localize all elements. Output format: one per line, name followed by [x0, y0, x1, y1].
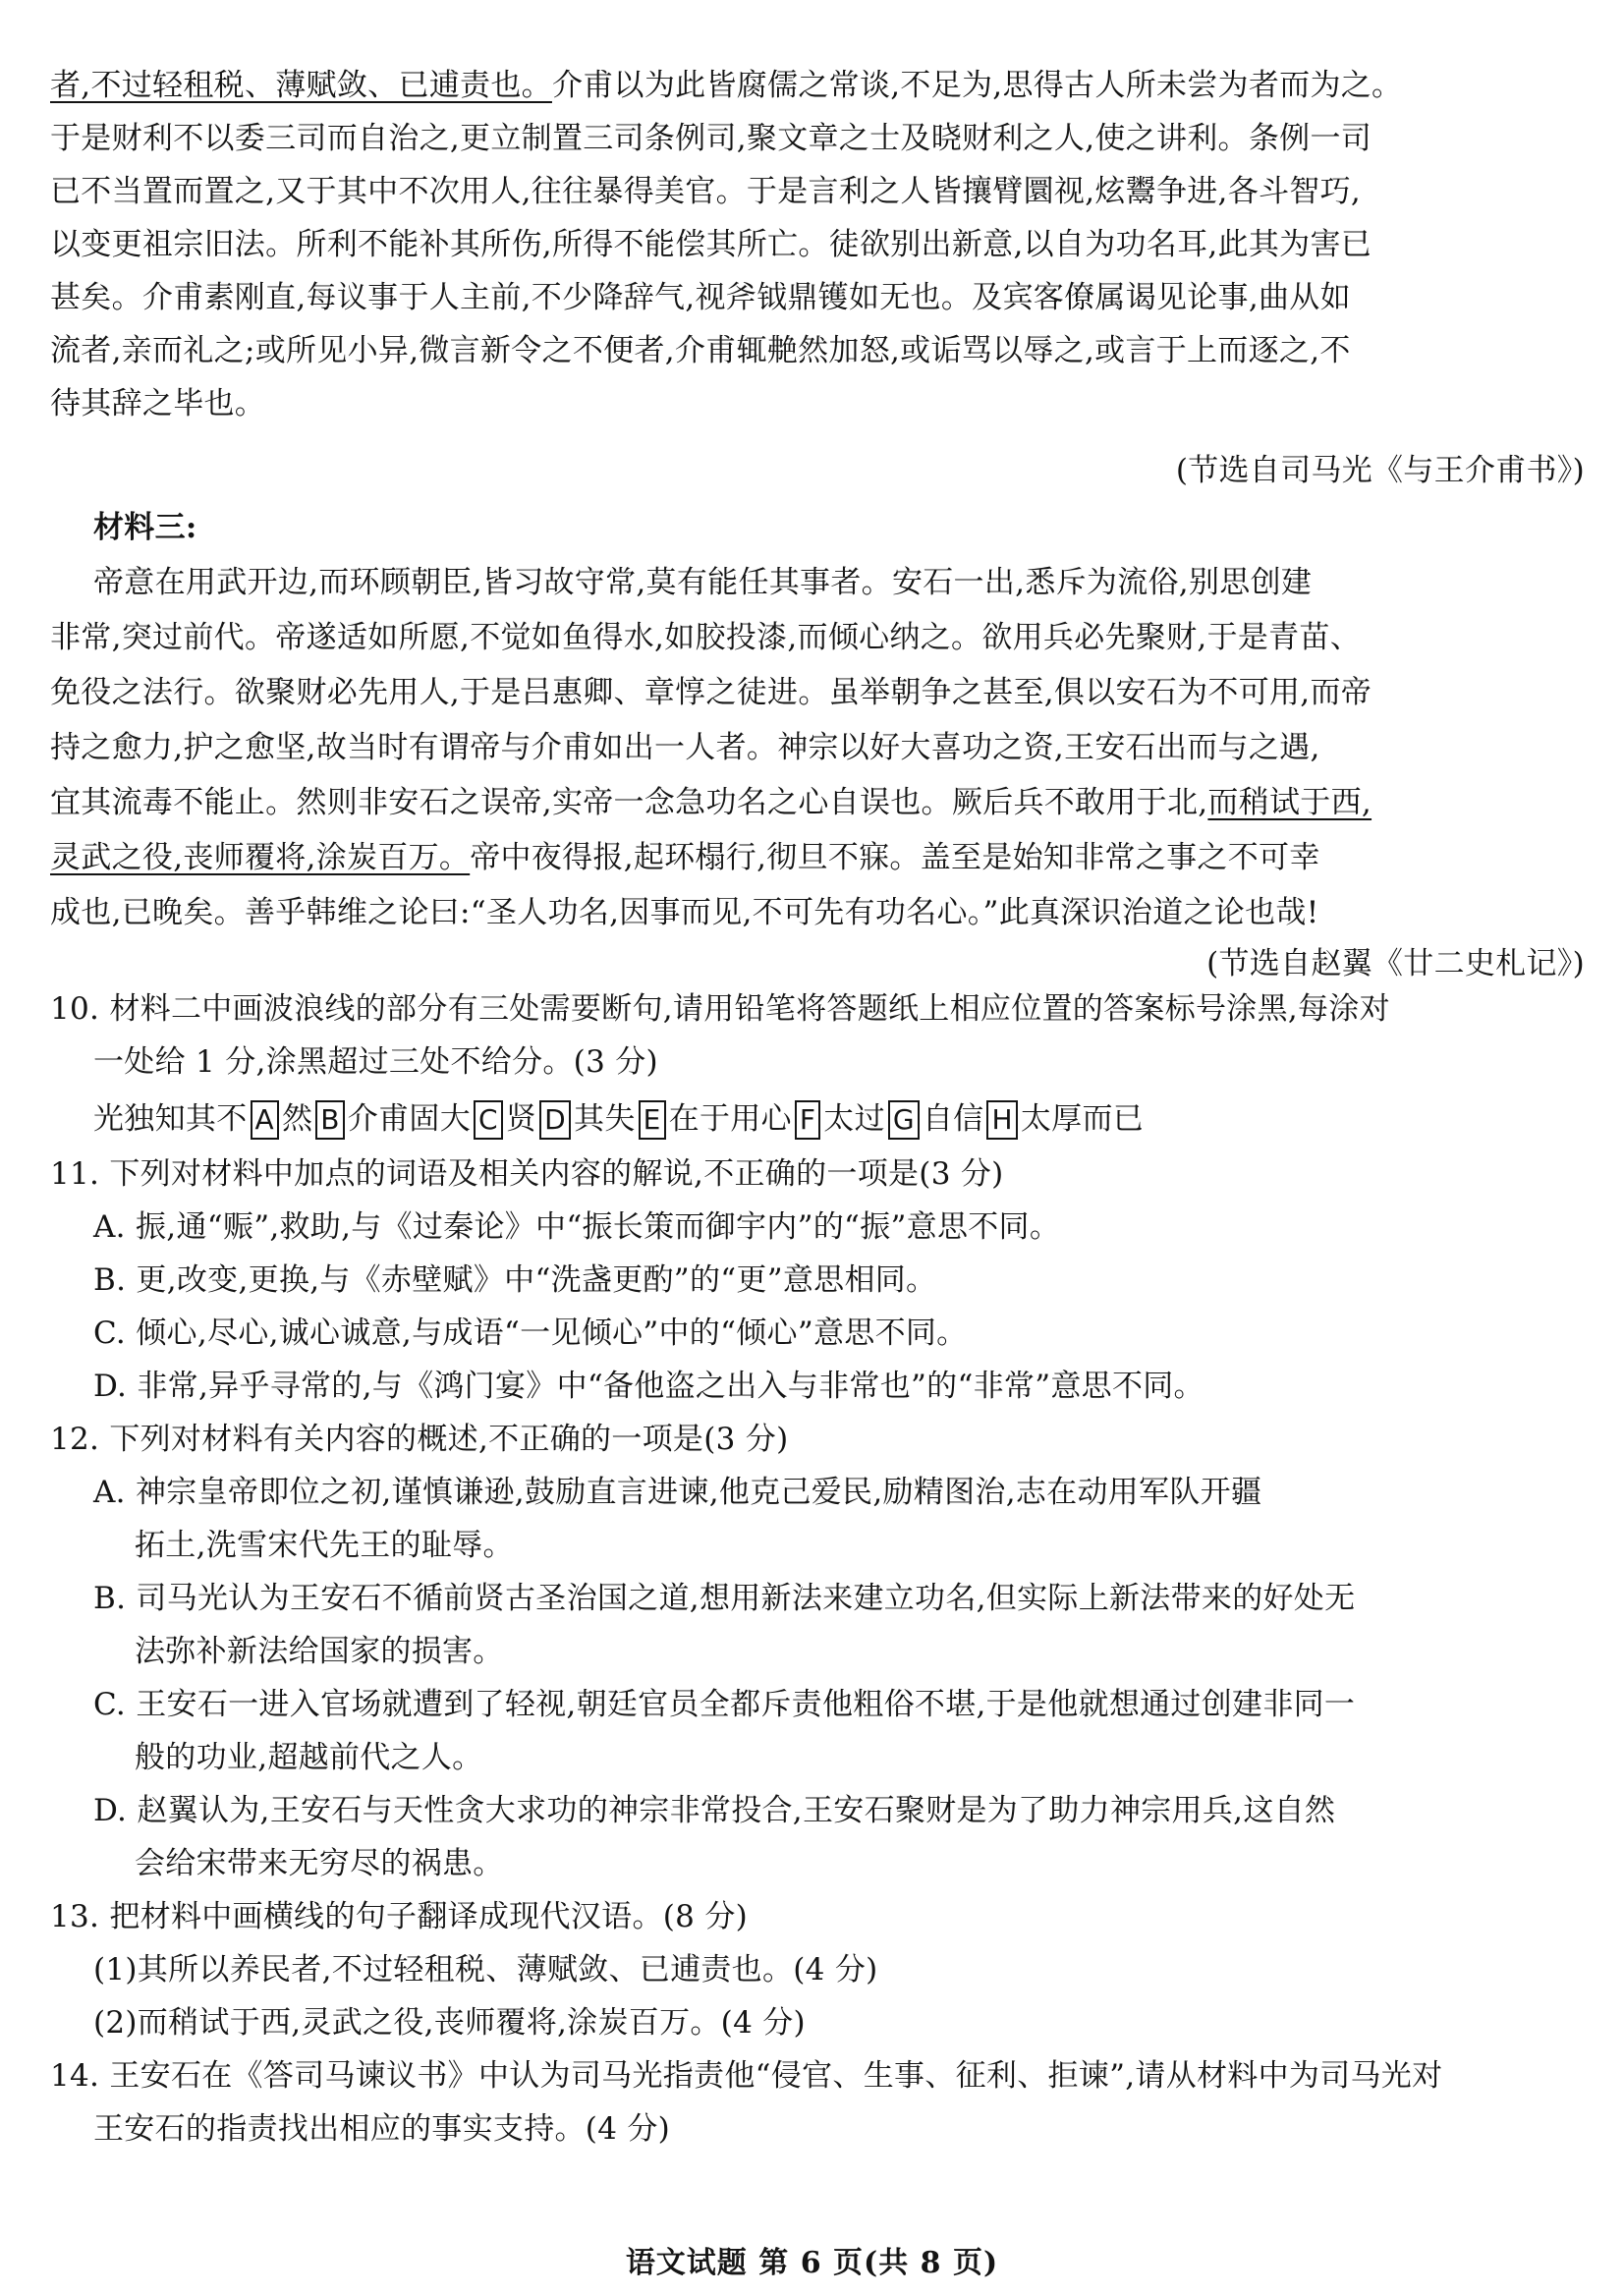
material2-line: 于是财利不以委三司而自治之,更立制置三司条例司,聚文章之士及晓财利之人,使之讲利。条例一司	[50, 121, 1372, 156]
material2-source: (节选自司马光《与王介甫书》)	[1175, 453, 1585, 488]
q10-stem: 10. 材料二中画波浪线的部分有三处需要断句,请用铅笔将答题纸上相应位置的答案标号涂黑,每涂对	[50, 991, 1390, 1027]
q12-option-d-cont: 会给宋带来无穷尽的祸患。	[135, 1846, 504, 1881]
q12-option-d: D. 赵翼认为,王安石与天性贪大求功的神宗非常投合,王安石聚财是为了助力神宗用兵,这自然	[93, 1793, 1336, 1828]
q12-option-b: B. 司马光认为王安石不循前贤古圣治国之道,想用新法来建立功名,但实际上新法带来的好处无	[93, 1581, 1356, 1616]
material3-line: 免役之法行。欲聚财必先用人,于是吕惠卿、章惇之徒进。虽举朝争之甚至,俱以安石为不可用,而帝	[50, 675, 1372, 710]
break-box-a[interactable]: A	[251, 1100, 279, 1140]
break-box-g[interactable]: G	[888, 1100, 920, 1140]
material3-line: 灵武之役,丧师覆将,涂炭百万。帝中夜得报,起环榻行,彻旦不寐。盖至是始知非常之事之不可幸	[50, 840, 1320, 875]
q11-stem: 11. 下列对材料中加点的词语及相关内容的解说,不正确的一项是(3 分)	[50, 1156, 1004, 1192]
q10-stem: 一处给 1 分,涂黑超过三处不给分。(3 分)	[93, 1044, 658, 1080]
material3-line: 宜其流毒不能止。然则非安石之误帝,实帝一念急功名之心自误也。厥后兵不敢用于北,而稍试于西,	[50, 785, 1372, 820]
material3-title: 材料三:	[93, 510, 197, 545]
q12-stem: 12. 下列对材料有关内容的概述,不正确的一项是(3 分)	[50, 1422, 789, 1457]
q14-stem: 14. 王安石在《答司马谏议书》中认为司马光指责他“侵官、生事、征利、拒谏”,请从材料中为司马光对	[50, 2058, 1443, 2094]
underlined-sentence-2b: 灵武之役,丧师覆将,涂炭百万。	[50, 840, 471, 875]
break-box-b[interactable]: B	[315, 1100, 345, 1140]
q10-break-line: 光独知其不 A 然 B 介甫固大 C 贤 D 其失 E 在于用心 F 太过 G 自信 H 太厚而已	[93, 1092, 1144, 1146]
q11-option-c: C. 倾心,尽心,诚心诚意,与成语“一见倾心”中的“倾心”意思不同。	[93, 1315, 968, 1351]
break-box-e[interactable]: E	[639, 1100, 666, 1140]
break-box-d[interactable]: D	[539, 1100, 571, 1140]
q13-sentence-2: (2)而稍试于西,灵武之役,丧师覆将,涂炭百万。(4 分)	[93, 2005, 806, 2041]
material2-line: 待其辞之毕也。	[50, 386, 266, 421]
material3-line: 成也,已晚矣。善乎韩维之论曰:“圣人功名,因事而见,不可先有功名心。”此真深识治道之论也哉!	[50, 895, 1319, 930]
q12-option-b-cont: 法弥补新法给国家的损害。	[135, 1634, 504, 1669]
material2-line: 甚矣。介甫素刚直,每议事于人主前,不少降辞气,视斧钺鼎镬如无也。及宾客僚属谒见论事,曲从如	[50, 280, 1351, 315]
q11-option-b: B. 更,改变,更换,与《赤壁赋》中“洗盏更酌”的“更”意思相同。	[93, 1262, 937, 1298]
material3-source: (节选自赵翼《廿二史札记》)	[1206, 946, 1585, 981]
break-box-h[interactable]: H	[986, 1100, 1017, 1140]
q12-option-c: C. 王安石一进入官场就遭到了轻视,朝廷官员全都斥责他粗俗不堪,于是他就想通过创建非同一	[93, 1687, 1356, 1722]
q14-stem-cont: 王安石的指责找出相应的事实支持。(4 分)	[93, 2111, 671, 2147]
q12-option-c-cont: 般的功业,超越前代之人。	[135, 1740, 483, 1775]
q13-sentence-1: (1)其所以养民者,不过轻租税、薄赋敛、已逋责也。(4 分)	[93, 1952, 878, 1987]
material3-line: 帝意在用武开边,而环顾朝臣,皆习故守常,莫有能任其事者。安石一出,悉斥为流俗,别思创建	[93, 565, 1313, 600]
underlined-sentence-2a: 而稍试于西,	[1207, 785, 1372, 820]
break-box-c[interactable]: C	[474, 1100, 503, 1140]
underlined-sentence-1: 者,不过轻租税、薄赋敛、已逋责也。	[50, 68, 552, 103]
q13-stem: 13. 把材料中画横线的句子翻译成现代汉语。(8 分)	[50, 1899, 749, 1934]
material2-line: 者,不过轻租税、薄赋敛、已逋责也。介甫以为此皆腐儒之常谈,不足为,思得古人所未尝为者而为之。	[50, 68, 1403, 103]
break-box-f[interactable]: F	[795, 1100, 820, 1140]
material2-line: 流者,亲而礼之;或所见小异,微言新令之不便者,介甫辄艴然加怒,或诟骂以辱之,或言于上而逐之,不	[50, 333, 1351, 368]
material3-line: 持之愈力,护之愈坚,故当时有谓帝与介甫如出一人者。神宗以好大喜功之资,王安石出而与之遇,	[50, 730, 1320, 765]
material3-line: 非常,突过前代。帝遂适如所愿,不觉如鱼得水,如胶投漆,而倾心纳之。欲用兵必先聚财,于是青苗、	[50, 620, 1362, 655]
q12-option-a-cont: 拓土,洗雪宋代先王的耻辱。	[135, 1528, 514, 1563]
material2-line: 已不当置而置之,又于其中不次用人,往往暴得美官。于是言利之人皆攘臂圜视,炫鬻争进,各斗智巧,	[50, 174, 1362, 209]
q11-option-a: A. 振,通“赈”,救助,与《过秦论》中“振长策而御宇内”的“振”意思不同。	[93, 1209, 1061, 1245]
q12-option-a: A. 神宗皇帝即位之初,谨慎谦逊,鼓励直言进谏,他克己爱民,励精图治,志在动用军队开疆	[93, 1475, 1262, 1510]
material2-line: 以变更祖宗旧法。所利不能补其所伤,所得不能偿其所亡。徒欲别出新意,以自为功名耳,此其为害已	[50, 227, 1372, 262]
q11-option-d: D. 非常,异乎寻常的,与《鸿门宴》中“备他盗之出入与非常也”的“非常”意思不同。	[93, 1369, 1204, 1404]
page-footer: 语文试题 第 6 页(共 8 页)	[625, 2246, 999, 2280]
